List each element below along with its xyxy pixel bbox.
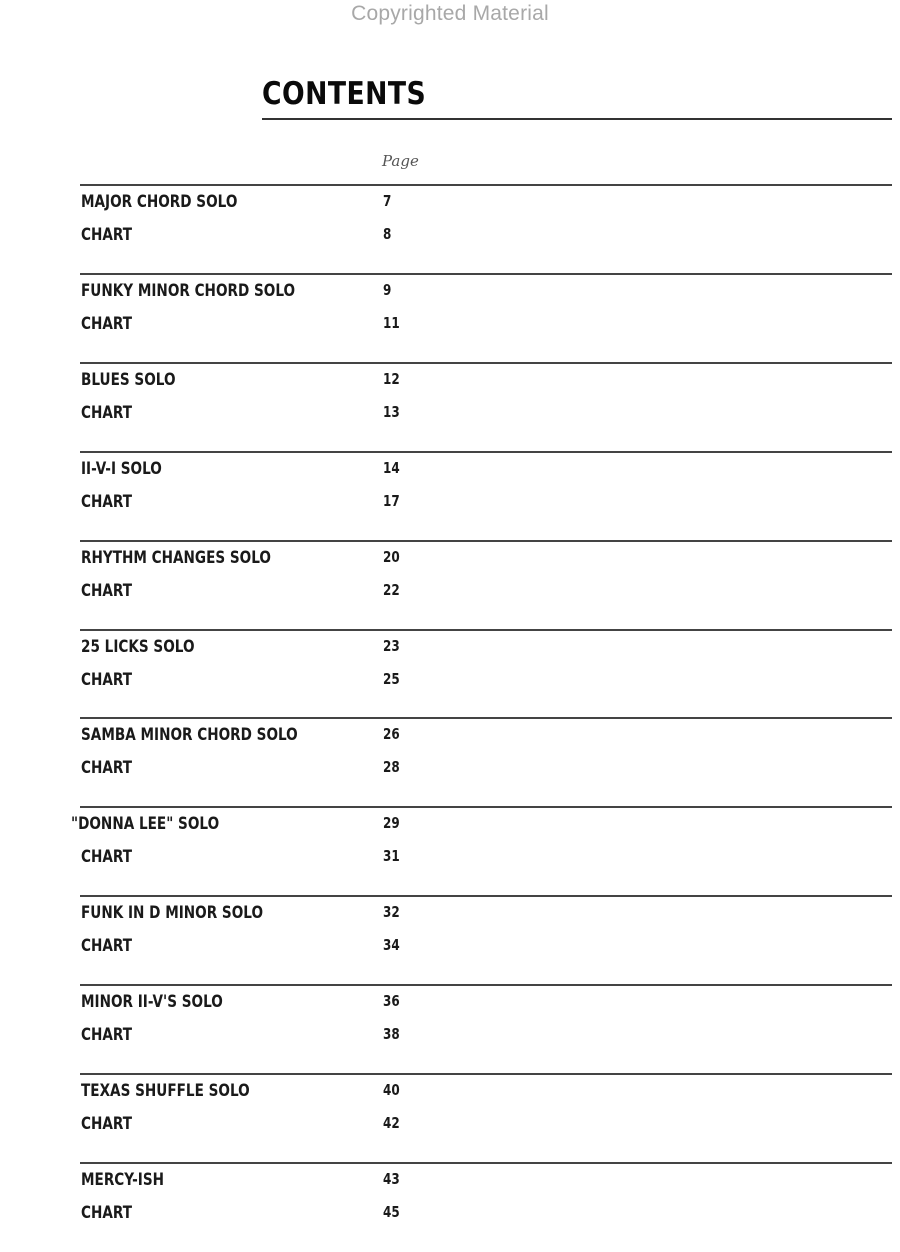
toc-entry [0, 847, 900, 873]
toc-entry-page: 7 [383, 192, 392, 210]
contents-section [0, 895, 900, 984]
toc-entry-title: II-V-I SOLO [81, 459, 162, 479]
toc-entry-page: 45 [383, 1203, 400, 1221]
page-column-header: Page [382, 152, 419, 170]
toc-entry-title: CHART [81, 758, 133, 778]
contents-section [0, 717, 900, 806]
toc-entry-title: MERCY-ISH [81, 1170, 165, 1190]
toc-entry-page: 43 [383, 1170, 400, 1188]
toc-entry-page: 40 [383, 1081, 400, 1099]
contents-section [0, 984, 900, 1073]
toc-entry-title: CHART [81, 1203, 133, 1223]
toc-entry-title: CHART [81, 847, 133, 867]
toc-entry-title: CHART [81, 581, 133, 601]
toc-entry [0, 314, 900, 340]
toc-entry [0, 670, 900, 696]
contents-section [0, 629, 900, 718]
toc-entry [0, 992, 900, 1018]
toc-entry [0, 1081, 900, 1107]
page-title: CONTENTS [262, 76, 427, 112]
toc-entry-page: 23 [383, 637, 400, 655]
toc-entry-title: SAMBA MINOR CHORD SOLO [81, 725, 298, 745]
contents-section [0, 1162, 900, 1251]
section-divider [80, 629, 892, 631]
toc-entry [0, 1025, 900, 1051]
contents-section [0, 540, 900, 629]
toc-entry-page: 38 [383, 1025, 400, 1043]
section-divider [80, 806, 892, 808]
title-divider [262, 118, 892, 120]
toc-entry-page: 31 [383, 847, 400, 865]
toc-entry [0, 1203, 900, 1229]
toc-entry [0, 403, 900, 429]
toc-entry-title: 25 LICKS SOLO [81, 637, 195, 657]
toc-entry-title: CHART [81, 492, 133, 512]
copyright-watermark: Copyrighted Material [351, 2, 549, 25]
toc-entry-page: 14 [383, 459, 400, 477]
section-divider [80, 540, 892, 542]
toc-entry-title: FUNKY MINOR CHORD SOLO [81, 281, 296, 301]
toc-entry-page: 34 [383, 936, 400, 954]
toc-entry-title: CHART [81, 1025, 133, 1045]
toc-entry-page: 42 [383, 1114, 400, 1132]
toc-entry-page: 13 [383, 403, 400, 421]
toc-entry [0, 370, 900, 396]
section-divider [80, 362, 892, 364]
toc-entry [0, 903, 900, 929]
toc-entry [0, 758, 900, 784]
toc-entry-title: RHYTHM CHANGES SOLO [81, 548, 271, 568]
toc-entry-page: 36 [383, 992, 400, 1010]
toc-entry-page: 32 [383, 903, 400, 921]
toc-entry-title: CHART [81, 314, 133, 334]
toc-entry-page: 26 [383, 725, 400, 743]
toc-entry [0, 548, 900, 574]
toc-entry [0, 225, 900, 251]
toc-entry-page: 12 [383, 370, 400, 388]
toc-entry-title: MINOR II-V'S SOLO [81, 992, 223, 1012]
toc-entry-page: 28 [383, 758, 400, 776]
toc-entry-page: 8 [383, 225, 392, 243]
section-divider [80, 1073, 892, 1075]
toc-entry-title: CHART [81, 936, 133, 956]
toc-entry-title: TEXAS SHUFFLE SOLO [81, 1081, 250, 1101]
toc-entry [0, 459, 900, 485]
toc-entry [0, 492, 900, 518]
toc-entry-page: 22 [383, 581, 400, 599]
contents-section [0, 806, 900, 895]
toc-entry [0, 637, 900, 663]
toc-entry-page: 25 [383, 670, 400, 688]
toc-entry [0, 814, 900, 840]
toc-entry-page: 20 [383, 548, 400, 566]
toc-entry-page: 29 [383, 814, 400, 832]
toc-entry-title: FUNK IN D MINOR SOLO [81, 903, 264, 923]
contents-section [0, 1073, 900, 1162]
toc-entry-title: CHART [81, 670, 133, 690]
section-divider [80, 717, 892, 719]
section-divider [80, 184, 892, 186]
section-divider [80, 895, 892, 897]
toc-entry-page: 17 [383, 492, 400, 510]
toc-entry [0, 725, 900, 751]
toc-entry-title: CHART [81, 1114, 133, 1134]
toc-entry [0, 1114, 900, 1140]
toc-entry-title: CHART [81, 225, 133, 245]
toc-entry-page: 11 [383, 314, 400, 332]
section-divider [80, 1162, 892, 1164]
toc-entry [0, 281, 900, 307]
toc-entry-page: 9 [383, 281, 392, 299]
contents-section [0, 184, 900, 273]
toc-entry-title: BLUES SOLO [81, 370, 176, 390]
toc-entry-title: "DONNA LEE" SOLO [71, 814, 220, 834]
section-divider [80, 984, 892, 986]
toc-entry-title: MAJOR CHORD SOLO [81, 192, 238, 212]
toc-entry [0, 1170, 900, 1196]
contents-section [0, 273, 900, 362]
contents-section [0, 451, 900, 540]
toc-entry-title: CHART [81, 403, 133, 423]
toc-entry [0, 581, 900, 607]
toc-entry [0, 192, 900, 218]
section-divider [80, 273, 892, 275]
contents-section [0, 362, 900, 451]
toc-entry [0, 936, 900, 962]
section-divider [80, 451, 892, 453]
